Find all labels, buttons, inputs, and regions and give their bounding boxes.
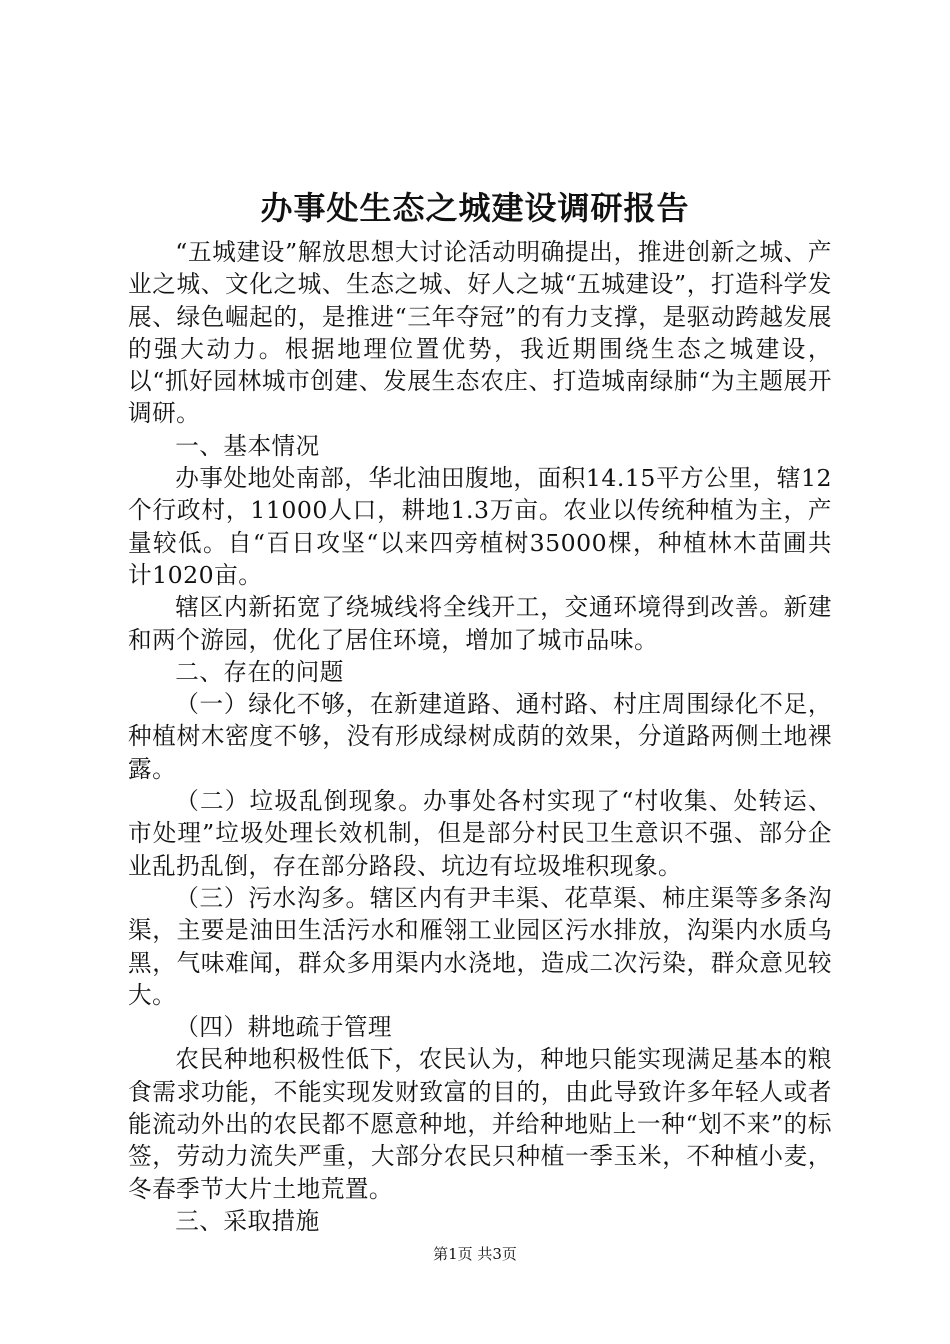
paragraph-problem-farmland: 农民种地积极性低下，农民认为，种地只能实现满足基本的粮食需求功能，不能实现发财致富的目的，由此导致许多年轻人或者能流动外出的农民都不愿意种地，并给种地贴上一种“划不来”的标签，劳动力流失严重，大部分农民只种植一季玉米，不种植小麦，冬春季节大片土地荒置。 [128,1045,832,1203]
page-footer: 第1页 共3页 [433,1245,517,1263]
heading-problem-farmland: （四）耕地疏于管理 [175,1013,393,1042]
heading-measures: 三、采取措施 [175,1206,320,1235]
heading-basic-situation: 一、基本情况 [175,431,320,460]
heading-existing-problems: 二、存在的问题 [175,657,344,686]
paragraph-problem-greening: （一）绿化不够，在新建道路、通村路、村庄周围绿化不足，种植树木密度不够，没有形成绿树成荫的效果，分道路两侧土地裸露。 [128,690,832,783]
document-body [128,236,832,1237]
document-title: 办事处生态之城建设调研报告 [260,189,690,227]
paragraph-infrastructure: 辖区内新拓宽了绕城线将全线开工，交通环境得到改善。新建和两个游园，优化了居住环境，增加了城市品味。 [128,593,832,654]
paragraph-problem-sewage: （三）污水沟多。辖区内有尹丰渠、花草渠、柿庄渠等多条沟渠，主要是油田生活污水和雁翎工业园区污水排放，沟渠内水质乌黑，气味难闻，群众多用渠内水浇地，造成二次污染，群众意见较大。 [128,883,832,1009]
paragraph-basic-facts: 办事处地处南部，华北油田腹地，面积14.15平方公里，辖12个行政村，11000人口，耕地1.3万亩。农业以传统种植为主，产量较低。自“百日攻坚“以来四旁植树35000棵，种植林木苗圃共计1020亩。 [128,464,832,589]
paragraph-problem-garbage: （二）垃圾乱倒现象。办事处各村实现了“村收集、处转运、市处理”垃圾处理长效机制，但是部分村民卫生意识不强、部分企业乱扔乱倒，存在部分路段、坑边有垃圾堆积现象。 [128,787,832,880]
paragraph-intro: “五城建设”解放思想大讨论活动明确提出，推进创新之城、产业之城、文化之城、生态之城、好人之城“五城建设”，打造科学发展、绿色崛起的，是推进“三年夺冠”的有力支撑，是驱动跨越发展的强大动力。根据地理位置优势，我近期围绕生态之城建设，以“抓好园林城市创建、发展生态农庄、打造城南绿肺“为主题展开调研。 [128,238,832,428]
